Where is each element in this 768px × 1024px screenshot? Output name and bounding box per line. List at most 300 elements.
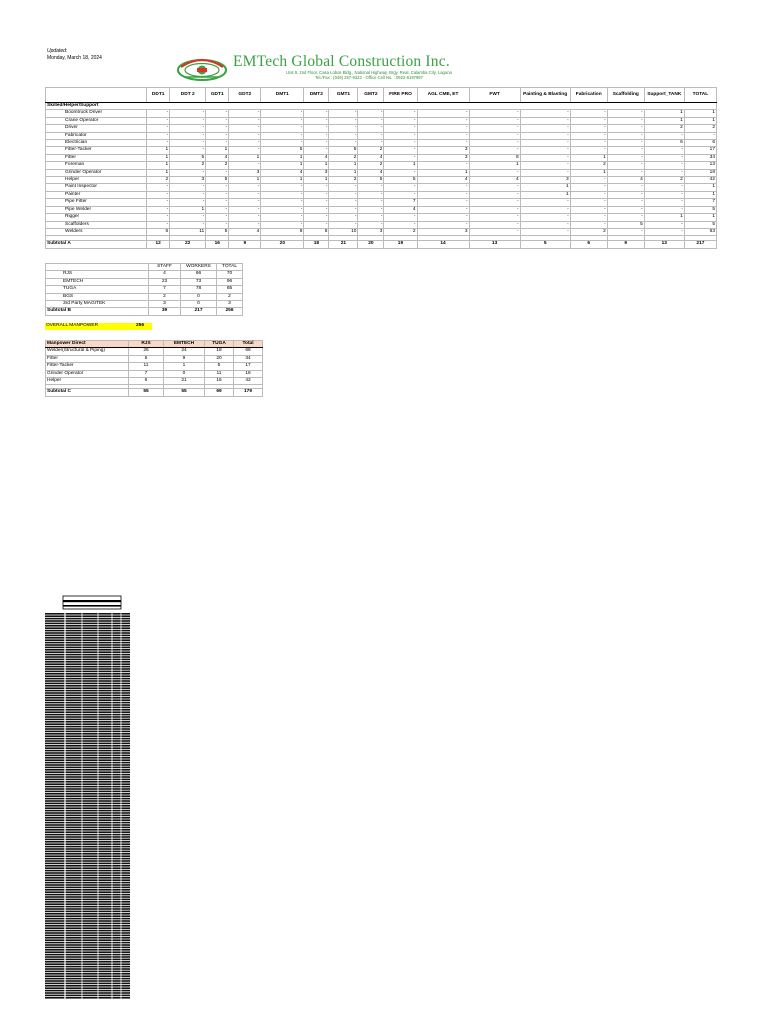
- thumbnail-row-stripe: [45, 743, 130, 745]
- thumbnail-row-stripe: [45, 702, 130, 704]
- cell-value: 4: [206, 154, 229, 161]
- cell-value: -: [261, 132, 304, 139]
- thumbnail-row-stripe: [45, 853, 130, 855]
- cell-value: -: [520, 132, 570, 139]
- subtotal-value: 20: [358, 241, 384, 248]
- manpower-direct-table: [45, 340, 263, 397]
- cell-value: -: [304, 191, 329, 198]
- thumbnail-row-stripe: [45, 673, 130, 675]
- table-row: [46, 177, 717, 184]
- cell-value: -: [469, 169, 520, 176]
- column-header: GDT1: [206, 88, 229, 103]
- cell-value: 6: [684, 140, 716, 147]
- column-header: DDT 2: [170, 88, 206, 103]
- cell-value: 1: [261, 162, 304, 169]
- cell-value: 1: [644, 214, 684, 221]
- cell-value: -: [570, 125, 607, 132]
- overall-manpower-label: OVERALL MANPOWER: [45, 323, 128, 330]
- cell-value: -: [329, 191, 358, 198]
- cell-value: -: [170, 221, 206, 228]
- cell-value: 17: [684, 147, 716, 154]
- cell-value: -: [384, 221, 417, 228]
- row-label: Fitter: [46, 154, 147, 161]
- thumbnail-row-stripe: [45, 942, 130, 944]
- thumbnail-row-stripe: [45, 795, 130, 797]
- subtotal-value: 14: [417, 241, 469, 248]
- cell-value: 1: [684, 117, 716, 124]
- cell-value: 2: [384, 228, 417, 235]
- cell-value: -: [304, 140, 329, 147]
- thumbnail-row-stripe: [45, 745, 130, 747]
- thumbnail-row-stripe: [45, 613, 130, 615]
- cell-value: 6: [644, 140, 684, 147]
- subtotal-value: 19: [384, 241, 417, 248]
- thumbnail-row-stripe: [45, 723, 130, 725]
- table-row: [46, 154, 717, 161]
- cell-value: 3: [304, 169, 329, 176]
- row-label: EMTECH: [46, 278, 149, 285]
- cell-value: -: [644, 221, 684, 228]
- cell-value: 20: [205, 355, 234, 362]
- thumbnail-row-stripe: [45, 671, 130, 673]
- thumbnail-row-stripe: [45, 726, 130, 728]
- cell-value: -: [229, 162, 261, 169]
- cell-value: -: [147, 214, 170, 221]
- table-row: [46, 293, 243, 300]
- subtotal-value: 5: [520, 241, 570, 248]
- cell-value: 5: [358, 177, 384, 184]
- cell-value: -: [329, 110, 358, 117]
- thumbnail-row-stripe: [45, 971, 130, 973]
- cell-value: 34: [684, 154, 716, 161]
- thumbnail-row-stripe: [45, 935, 130, 937]
- thumbnail-row-stripe: [45, 781, 130, 783]
- thumbnail-row-stripe: [45, 704, 130, 706]
- cell-value: 2: [358, 162, 384, 169]
- cell-value: -: [607, 206, 644, 213]
- company-address: [233, 71, 505, 80]
- thumbnail-row-stripe: [45, 896, 130, 898]
- column-header: DMT1: [261, 88, 304, 103]
- row-label: Fitter-Tacker: [46, 147, 147, 154]
- cell-value: -: [644, 147, 684, 154]
- table-row: [46, 162, 717, 169]
- cell-value: 5: [607, 221, 644, 228]
- cell-value: -: [469, 221, 520, 228]
- thumbnail-row-stripe: [45, 647, 130, 649]
- manpower-by-area-table: [45, 87, 717, 249]
- thumbnail-row-stripe: [45, 690, 130, 692]
- cell-value: 1: [417, 169, 469, 176]
- cell-value: -: [229, 125, 261, 132]
- thumbnail-row-stripe: [45, 920, 130, 922]
- cell-value: -: [170, 169, 206, 176]
- cell-value: 5: [206, 228, 229, 235]
- cell-value: -: [304, 206, 329, 213]
- cell-value: 8: [261, 228, 304, 235]
- thumbnail-row-stripe: [45, 776, 130, 778]
- cell-value: -: [261, 214, 304, 221]
- row-label: Helper: [46, 177, 147, 184]
- cell-value: 5: [170, 154, 206, 161]
- cell-value: -: [229, 140, 261, 147]
- cell-value: 5: [329, 147, 358, 154]
- embedded-sheet-thumbnail: [45, 591, 130, 1000]
- cell-value: -: [261, 206, 304, 213]
- updated-date: Monday, March 18, 2024: [47, 55, 102, 61]
- column-header: DDT1: [147, 88, 170, 103]
- company-name: EMTech Global Construction Inc.: [233, 53, 450, 70]
- cell-value: 73: [181, 278, 217, 285]
- column-header: [46, 88, 147, 103]
- cell-value: 1: [520, 184, 570, 191]
- cell-value: -: [384, 214, 417, 221]
- row-label: Scaffolders: [46, 221, 147, 228]
- cell-value: -: [520, 117, 570, 124]
- thumbnail-row-stripe: [45, 997, 130, 999]
- thumbnail-row-stripe: [45, 831, 130, 833]
- thumbnail-row-stripe: [45, 954, 130, 956]
- cell-value: 1: [684, 184, 716, 191]
- thumbnail-row-stripe: [45, 841, 130, 843]
- cell-value: 5: [684, 206, 716, 213]
- table-row: [46, 169, 717, 176]
- cell-value: -: [358, 132, 384, 139]
- thumbnail-row-stripe: [45, 714, 130, 716]
- cell-value: 1: [570, 169, 607, 176]
- cell-value: -: [469, 199, 520, 206]
- table-row: [46, 191, 717, 198]
- thumbnail-row-stripe: [45, 707, 130, 709]
- cell-value: -: [469, 191, 520, 198]
- cell-value: 3: [417, 154, 469, 161]
- cell-value: 3: [417, 147, 469, 154]
- cell-value: -: [384, 132, 417, 139]
- row-label: Fabricator: [46, 132, 147, 139]
- cell-value: -: [206, 169, 229, 176]
- thumbnail-row-stripe: [45, 800, 130, 802]
- thumbnail-row-stripe: [45, 668, 130, 670]
- table-row: [46, 378, 263, 385]
- thumbnail-row-stripe: [45, 654, 130, 656]
- cell-value: -: [261, 184, 304, 191]
- thumbnail-row-stripe: [45, 879, 130, 881]
- subtotal-value: 55: [164, 389, 205, 396]
- cell-value: 5: [205, 363, 234, 370]
- row-label: Painter: [46, 191, 147, 198]
- thumbnail-row-stripe: [45, 692, 130, 694]
- cell-value: 7: [129, 370, 164, 377]
- cell-value: -: [329, 184, 358, 191]
- cell-value: -: [570, 132, 607, 139]
- cell-value: 3: [149, 301, 181, 308]
- cell-value: -: [520, 228, 570, 235]
- cell-value: -: [304, 214, 329, 221]
- cell-value: 1: [147, 147, 170, 154]
- cell-value: -: [358, 199, 384, 206]
- column-header: Scaffolding: [607, 88, 644, 103]
- thumbnail-row-stripe: [45, 855, 130, 857]
- table-row: [46, 184, 717, 191]
- thumbnail-row-stripe: [45, 947, 130, 949]
- cell-value: 2: [217, 293, 243, 300]
- cell-value: 4: [261, 169, 304, 176]
- thumbnail-row-stripe: [45, 687, 130, 689]
- manpower-by-company-table: [45, 263, 243, 316]
- cell-value: -: [170, 110, 206, 117]
- row-label: BGS: [46, 293, 149, 300]
- cell-value: -: [384, 110, 417, 117]
- thumbnail-row-stripe: [45, 829, 130, 831]
- column-header: Support_TANK: [644, 88, 684, 103]
- cell-value: -: [206, 125, 229, 132]
- cell-value: -: [206, 184, 229, 191]
- thumbnail-row-stripe: [45, 930, 130, 932]
- row-label: Grinder Operator: [46, 169, 147, 176]
- cell-value: 11: [205, 370, 234, 377]
- cell-value: -: [520, 125, 570, 132]
- cell-value: -: [147, 221, 170, 228]
- row-label: TUGA: [46, 286, 149, 293]
- thumbnail-row-stripe: [45, 858, 130, 860]
- cell-value: -: [261, 191, 304, 198]
- address-line-1: Unit 9, 2nd Floor, Casa Lobos Bldg., National Highway, Brgy. Real, Calamba City, Laguna: [286, 70, 452, 75]
- cell-value: -: [520, 147, 570, 154]
- updated-label: Updated:: [47, 48, 68, 54]
- cell-value: -: [206, 191, 229, 198]
- column-header: DMT2: [304, 88, 329, 103]
- cell-value: 4: [358, 154, 384, 161]
- cell-value: -: [329, 117, 358, 124]
- cell-value: -: [206, 206, 229, 213]
- cell-value: 4: [358, 169, 384, 176]
- thumbnail-row-stripe: [45, 959, 130, 961]
- thumbnail-row-stripe: [45, 927, 130, 929]
- row-label: 3rd Party MAGITEK: [46, 301, 149, 308]
- cell-value: -: [469, 228, 520, 235]
- cell-value: -: [570, 110, 607, 117]
- cell-value: -: [229, 206, 261, 213]
- subtotal-value: 256: [217, 308, 243, 315]
- cell-value: -: [570, 214, 607, 221]
- cell-value: -: [147, 117, 170, 124]
- column-header: Painting & Blasting: [520, 88, 570, 103]
- thumbnail-row-stripe: [45, 827, 130, 829]
- thumbnail-row-stripe: [45, 779, 130, 781]
- cell-value: -: [329, 132, 358, 139]
- cell-value: -: [520, 199, 570, 206]
- cell-value: -: [206, 214, 229, 221]
- cell-value: -: [570, 191, 607, 198]
- thumbnail-row-stripe: [45, 925, 130, 927]
- cell-value: 6: [147, 228, 170, 235]
- cell-value: -: [570, 117, 607, 124]
- cell-value: -: [206, 140, 229, 147]
- thumbnail-row-stripe: [45, 990, 130, 992]
- cell-value: -: [607, 199, 644, 206]
- thumbnail-row-stripe: [45, 882, 130, 884]
- cell-value: 70: [217, 271, 243, 278]
- row-label: Pipe Fitter: [46, 199, 147, 206]
- cell-value: -: [644, 228, 684, 235]
- cell-value: -: [469, 184, 520, 191]
- cell-value: -: [206, 221, 229, 228]
- row-label: Rigger: [46, 214, 147, 221]
- cell-value: -: [261, 117, 304, 124]
- thumbnail-row-stripe: [45, 884, 130, 886]
- cell-value: 1: [684, 110, 716, 117]
- column-header: WORKERS: [181, 264, 217, 271]
- thumbnail-row-stripe: [45, 992, 130, 994]
- row-label: Grinder Operator: [46, 370, 129, 377]
- thumbnail-row-stripe: [45, 918, 130, 920]
- thumbnail-row-stripe: [45, 812, 130, 814]
- thumbnail-row-stripe: [45, 618, 130, 620]
- cell-value: 3: [170, 177, 206, 184]
- thumbnail-row-stripe: [45, 815, 130, 817]
- cell-value: -: [329, 214, 358, 221]
- column-header: GMT2: [358, 88, 384, 103]
- thumbnail-row-stripe: [45, 791, 130, 793]
- table-row: [46, 370, 263, 377]
- thumbnail-row-stripe: [45, 968, 130, 970]
- cell-value: -: [607, 117, 644, 124]
- cell-value: -: [417, 162, 469, 169]
- thumbnail-row-stripe: [45, 786, 130, 788]
- cell-value: -: [170, 132, 206, 139]
- thumbnail-row-stripe: [45, 863, 130, 865]
- cell-value: 1: [164, 363, 205, 370]
- thumbnail-row-stripe: [45, 961, 130, 963]
- cell-value: -: [607, 132, 644, 139]
- thumbnail-row-stripe: [45, 951, 130, 953]
- cell-value: -: [607, 154, 644, 161]
- row-label: RJS: [46, 271, 149, 278]
- company-header: [233, 53, 533, 80]
- thumbnail-row-stripe: [45, 711, 130, 713]
- cell-value: 78: [181, 286, 217, 293]
- table-row: [46, 363, 263, 370]
- table-b-header-row: [46, 264, 243, 271]
- thumbnail-row-stripe: [45, 719, 130, 721]
- thumbnail-row-stripe: [45, 659, 130, 661]
- thumbnail-row-stripe: [45, 985, 130, 987]
- cell-value: 2: [206, 162, 229, 169]
- cell-value: -: [206, 110, 229, 117]
- cell-value: 1: [570, 154, 607, 161]
- thumbnail-row-stripe: [45, 685, 130, 687]
- overall-manpower: [45, 323, 152, 330]
- subtotal-value: 18: [304, 241, 329, 248]
- cell-value: 11: [170, 228, 206, 235]
- cell-value: 5: [384, 177, 417, 184]
- table-row: [46, 348, 263, 355]
- row-label: Foreman: [46, 162, 147, 169]
- table-a-header-row: [46, 88, 717, 103]
- row-label: Electrician: [46, 140, 147, 147]
- cell-value: 2: [358, 147, 384, 154]
- cell-value: -: [417, 221, 469, 228]
- cell-value: -: [384, 125, 417, 132]
- thumbnail-row-stripe: [45, 846, 130, 848]
- subtotal-value: 13: [644, 241, 684, 248]
- cell-value: 11: [129, 363, 164, 370]
- cell-value: -: [520, 221, 570, 228]
- cell-value: -: [384, 117, 417, 124]
- subtotal-value: 179: [234, 389, 263, 396]
- table-row: [46, 140, 717, 147]
- thumbnail-row-stripe: [45, 817, 130, 819]
- thumbnail-row-stripe: [45, 755, 130, 757]
- cell-value: -: [261, 140, 304, 147]
- cell-value: 17: [234, 363, 263, 370]
- thumbnail-row-stripe: [45, 995, 130, 997]
- row-label: Driver: [46, 125, 147, 132]
- cell-value: 1: [147, 169, 170, 176]
- cell-value: -: [329, 140, 358, 147]
- row-label: Crane Operator: [46, 117, 147, 124]
- subtotal-row: [46, 308, 243, 315]
- cell-value: -: [607, 169, 644, 176]
- thumbnail-row-stripe: [45, 836, 130, 838]
- cell-value: -: [520, 154, 570, 161]
- subtotal-value: 69: [205, 389, 234, 396]
- cell-value: -: [229, 117, 261, 124]
- cell-value: -: [170, 147, 206, 154]
- cell-value: 1: [147, 162, 170, 169]
- table-row: [46, 271, 243, 278]
- thumbnail-row-stripe: [45, 733, 130, 735]
- subtotal-value: 20: [261, 241, 304, 248]
- cell-value: -: [358, 206, 384, 213]
- thumbnail-row-stripe: [45, 642, 130, 644]
- cell-value: -: [607, 214, 644, 221]
- cell-value: 3: [229, 169, 261, 176]
- thumbnail-row-stripe: [45, 769, 130, 771]
- subtotal-value: 13: [469, 241, 520, 248]
- cell-value: 7: [149, 286, 181, 293]
- cell-value: -: [358, 214, 384, 221]
- row-label: Fitter: [46, 355, 129, 362]
- cell-value: -: [570, 221, 607, 228]
- cell-value: -: [644, 132, 684, 139]
- cell-value: -: [304, 117, 329, 124]
- thumbnail-row-stripe: [45, 740, 130, 742]
- thumbnail-row-stripe: [45, 752, 130, 754]
- cell-value: 5: [206, 177, 229, 184]
- thumbnail-row-stripe: [45, 810, 130, 812]
- column-header: TOTAL: [684, 88, 716, 103]
- thumbnail-row-stripe: [45, 839, 130, 841]
- cell-value: -: [417, 191, 469, 198]
- cell-value: -: [229, 221, 261, 228]
- thumbnail-row-stripe: [45, 695, 130, 697]
- cell-value: -: [570, 184, 607, 191]
- table-row: [46, 278, 243, 285]
- cell-value: 4: [149, 271, 181, 278]
- row-label: Welder(Structural & Piping): [46, 348, 129, 355]
- cell-value: 1: [304, 177, 329, 184]
- cell-value: -: [358, 110, 384, 117]
- thumbnail-row-stripe: [45, 973, 130, 975]
- thumbnail-row-stripe: [45, 867, 130, 869]
- cell-value: 1: [170, 206, 206, 213]
- thumbnail-row-stripe: [45, 627, 130, 629]
- thumbnail-row-stripe: [45, 680, 130, 682]
- subtotal-value: 12: [147, 241, 170, 248]
- cell-value: -: [684, 132, 716, 139]
- cell-value: -: [469, 117, 520, 124]
